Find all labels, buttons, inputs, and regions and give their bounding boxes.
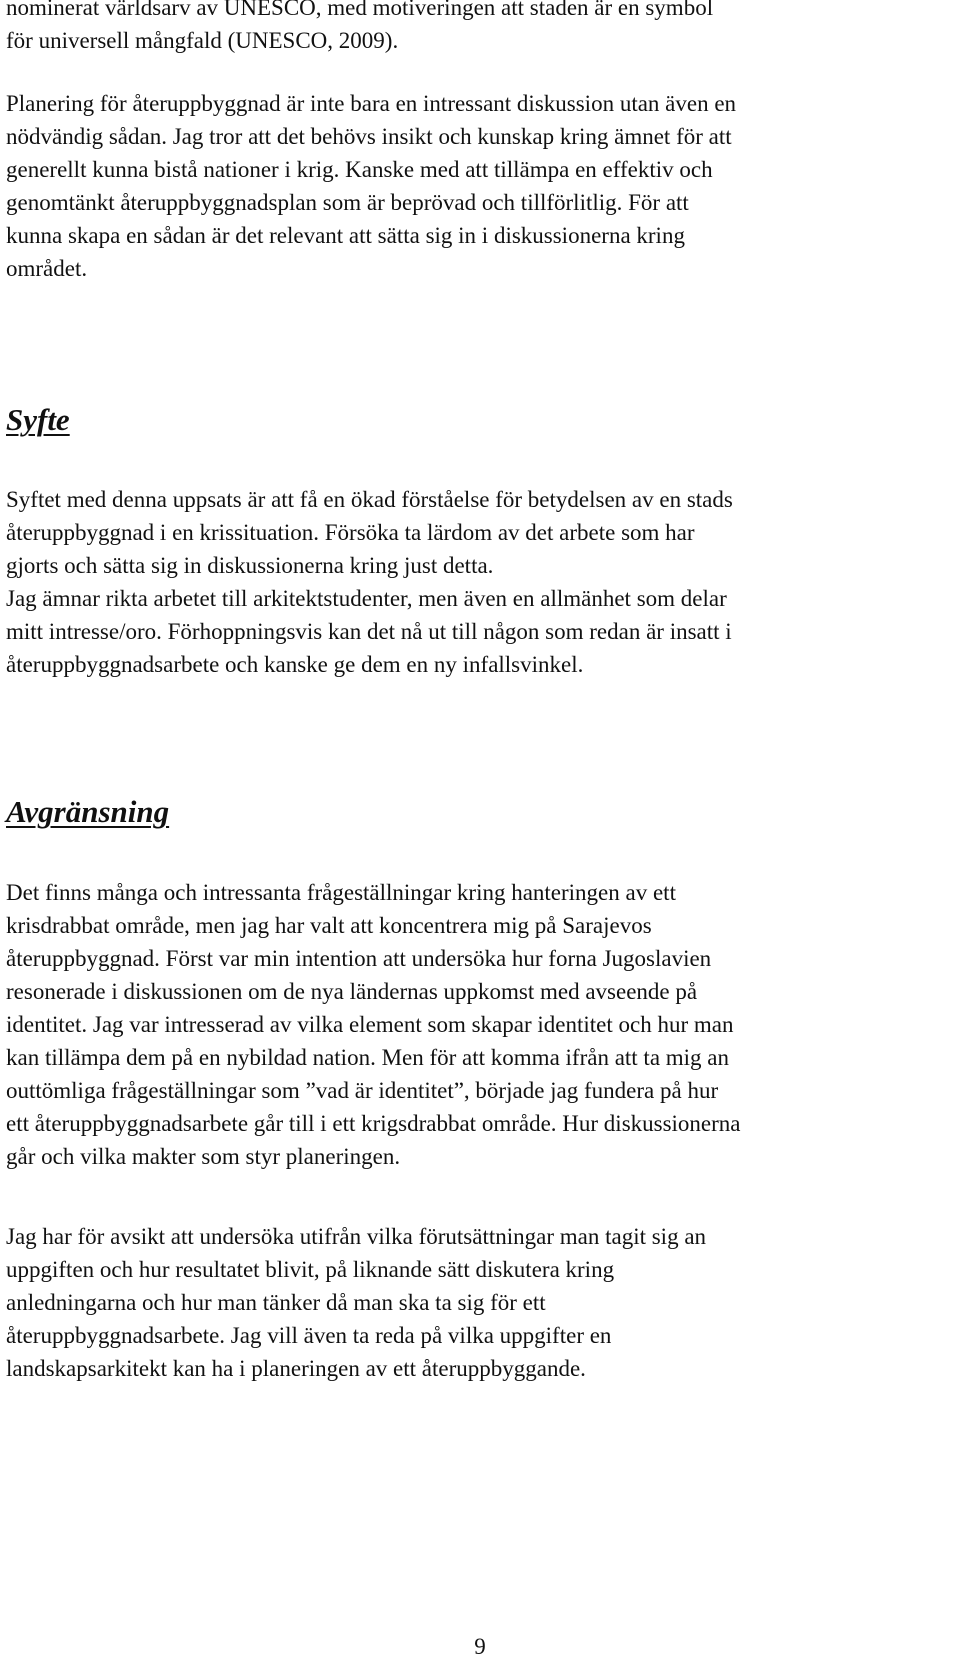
text-line: gjorts och sätta sig in diskussionerna kring just detta. — [6, 553, 494, 578]
text-line: krisdrabbat område, men jag har valt att koncentrera mig på Sarajevos — [6, 913, 652, 938]
page-number: 9 — [474, 1634, 486, 1659]
text-line: går och vilka makter som styr planeringen. — [6, 1144, 401, 1169]
paragraph-avgransning-1 — [6, 876, 946, 1173]
section-heading-syfte: Syfte — [6, 402, 70, 437]
text-line: kunna skapa en sådan är det relevant att sätta sig in i diskussionerna kring — [6, 223, 685, 248]
text-line: för universell mångfald (UNESCO, 2009). — [6, 28, 399, 53]
section-heading-avgransning: Avgränsning — [6, 794, 170, 829]
text-line: generellt kunna bistå nationer i krig. Kanske med att tillämpa en effektiv och — [6, 157, 713, 182]
text-line: Syftet med denna uppsats är att få en ökad förståelse för betydelsen av en stads — [6, 487, 733, 512]
paragraph-avgransning-2 — [6, 1220, 946, 1385]
text-line: outtömliga frågeställningar som ”vad är identitet”, började jag fundera på hur — [6, 1078, 719, 1103]
text-line: Jag har för avsikt att undersöka utifrån vilka förutsättningar man tagit sig an — [6, 1224, 707, 1249]
text-line: återuppbyggnadsarbete. Jag vill även ta reda på vilka uppgifter en — [6, 1323, 612, 1348]
paragraph-syfte — [6, 483, 946, 681]
text-line: Jag ämnar rikta arbetet till arkitektstudenter, men även en allmänhet som delar — [6, 586, 727, 611]
text-line: nominerat världsarv av UNESCO, med motiveringen att staden är en symbol — [6, 0, 714, 20]
text-line: återuppbyggnad. Först var min intention att undersöka hur forna Jugoslavien — [6, 946, 712, 971]
text-line: anledningarna och hur man tänker då man ska ta sig för ett — [6, 1290, 546, 1315]
text-line: Planering för återuppbyggnad är inte bara en intressant diskussion utan även en — [6, 91, 737, 116]
text-line: resonerade i diskussionen om de nya ländernas uppkomst med avseende på — [6, 979, 698, 1004]
text-line: landskapsarkitekt kan ha i planeringen av ett återuppbyggande. — [6, 1356, 586, 1381]
text-line: kan tillämpa dem på en nybildad nation. Men för att komma ifrån att ta mig an — [6, 1045, 730, 1070]
text-line: området. — [6, 256, 88, 281]
text-line: återuppbyggnadsarbete och kanske ge dem en ny infallsvinkel. — [6, 652, 584, 677]
text-line: Det finns många och intressanta frågeställningar kring hanteringen av ett — [6, 880, 676, 905]
text-line: nödvändig sådan. Jag tror att det behövs insikt och kunskap kring ämnet för att — [6, 124, 732, 149]
paragraph-intro-tail — [6, 0, 946, 57]
text-line: mitt intresse/oro. Förhoppningsvis kan det nå ut till någon som redan är insatt i — [6, 619, 732, 644]
text-line: identitet. Jag var intresserad av vilka element som skapar identitet och hur man — [6, 1012, 734, 1037]
text-line: uppgiften och hur resultatet blivit, på liknande sätt diskutera kring — [6, 1257, 615, 1282]
text-line: ett återuppbyggnadsarbete går till i ett krigsdrabbat område. Hur diskussionerna — [6, 1111, 741, 1136]
text-line: återuppbyggnad i en krissituation. Försöka ta lärdom av det arbete som har — [6, 520, 695, 545]
paragraph-planning — [6, 87, 946, 285]
text-line: genomtänkt återuppbyggnadsplan som är beprövad och tillförlitlig. För att — [6, 190, 689, 215]
